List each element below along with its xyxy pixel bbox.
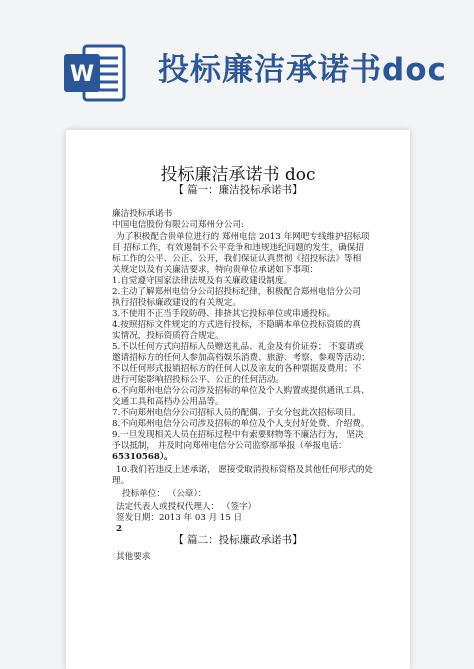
body-line: 交通工具和高档办公用品等。	[112, 397, 224, 407]
body-line: 6.不向郑州电信分公司涉及招标的单位及个人购置或提供通讯工具、	[112, 386, 370, 396]
body-line: 为了积极配合贵单位进行的 郑州电信 2013 年网吧专线维护招标项	[116, 232, 370, 242]
body-line: 予以抵制， 并及时向郑州电信分公司监察部举报（举报电话：	[112, 441, 347, 451]
report-phone: 65310568）。	[112, 452, 173, 462]
banner-title: 投标廉洁承诺书doc	[158, 52, 447, 88]
document-page	[66, 130, 410, 669]
body-line: 其他要求	[116, 552, 151, 562]
body-line: 2.主动了解郑州电信分公司招投标纪律，积极配合郑州电信分公司	[112, 287, 361, 297]
body-line: 7.不向郑州电信分公司招标人员的配偶、子女分包此次招标项目。	[112, 408, 361, 418]
header-banner	[0, 0, 474, 125]
body-line: 实情况，投标资质符合规定。	[112, 331, 224, 341]
body-line: 执行招投标廉政建设的有关规定。	[112, 298, 241, 308]
body-line	[112, 452, 173, 463]
body-line: 进行可能影响招投标公平、公正的任何活动。	[112, 375, 284, 385]
body-line: 廉洁投标承诺书	[112, 209, 173, 219]
body-line: 5.不以任何方式向招标人员赠送礼品、礼金及有价证券； 不宴请或	[112, 342, 364, 352]
section-heading-2: 【 篇二：投标廉政承诺书】	[173, 534, 303, 546]
body-line: 9.一旦发现相关人员在招标过程中有索要财物等不廉洁行为， 坚决	[112, 430, 364, 440]
body-line: 1.自觉遵守国家法律法规及有关廉政建设制度。	[112, 276, 293, 286]
body-line: 不以任何形式报销招标方的任何人以及亲友的各种票据及费用；不	[112, 364, 362, 374]
document-title: 投标廉洁承诺书 doc	[160, 165, 316, 185]
body-line: 4.按照招标文件规定的方式进行投标，不隐瞒本单位投标资质的真	[112, 320, 361, 330]
body-line: 中国电信股份有限公司郑州分公司:	[112, 220, 244, 230]
body-line: 法定代表人或授权代理人： （签字）	[116, 502, 257, 512]
body-line: 8.不向郑州电信分公司涉及招标的单位及个人支付好处费、介绍费。	[112, 419, 370, 429]
body-line: 3.不使用不正当手段防碍、排挤其它投标单位或串通投标。	[112, 309, 336, 319]
page-number: 2	[116, 524, 122, 534]
body-line: 标工作的公平、公正、公开，我们保证认真贯彻《招投标法》等相	[112, 254, 362, 264]
body-line: 关规定以及有关廉洁要求，特向贵单位承诺如下事项：	[112, 265, 319, 275]
body-line: 投标单位： （公章）：	[122, 489, 207, 499]
body-line: 邀请招标方的任何人参加高档娱乐消费、旅游、考察、参观等活动；	[112, 353, 370, 363]
body-line: 目 招标工作，有效遏制不公平竞争和违规违纪问题的发生，确保招	[112, 243, 364, 253]
body-line: 签发日期：2013 年 03 月 15 日	[116, 513, 243, 523]
svg-text:W: W	[69, 62, 95, 87]
word-icon	[62, 40, 128, 106]
body-line: 10.我们若违反上述承诺， 愿接受取消投标资格及其他任何形式的处	[116, 465, 374, 475]
section-heading-1: 【 篇一：廉洁投标承诺书】	[173, 184, 303, 196]
body-line: 理。	[112, 476, 130, 486]
